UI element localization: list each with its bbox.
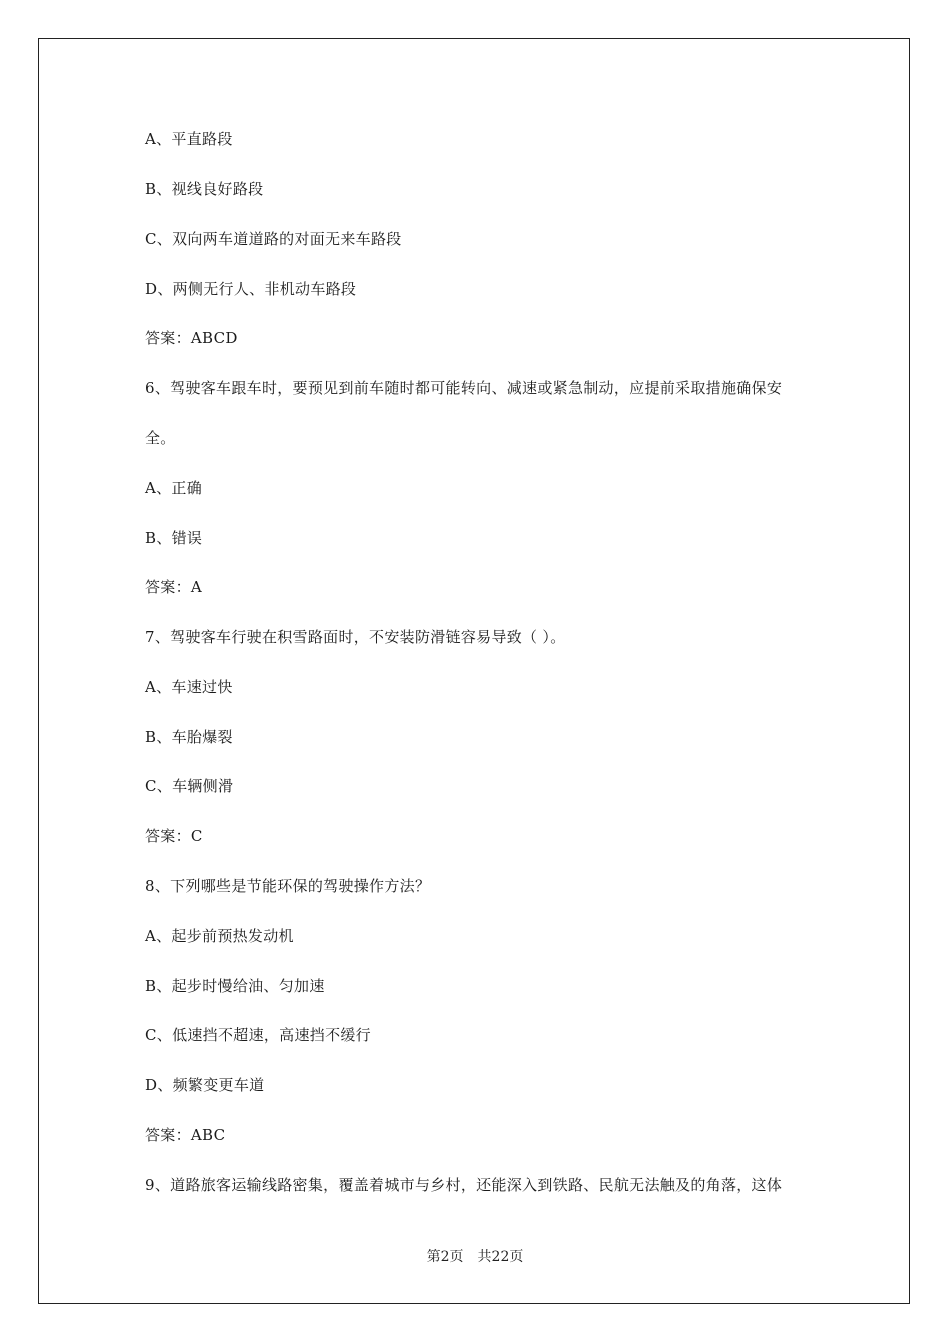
option-line: D、频繁变更车道 xyxy=(145,1076,265,1094)
page-footer xyxy=(0,1248,950,1266)
question-line: 9、道路旅客运输线路密集，覆盖着城市与乡村，还能深入到铁路、民航无法触及的角落，这体 xyxy=(145,1176,783,1194)
option-line: B、错误 xyxy=(145,529,203,547)
option-line: D、两侧无行人、非机动车路段 xyxy=(145,280,357,298)
option-line: A、平直路段 xyxy=(145,130,233,148)
answer-line: 答案：ABCD xyxy=(145,329,238,347)
question-line: 8、下列哪些是节能环保的驾驶操作方法？ xyxy=(145,877,431,895)
answer-line: 答案：C xyxy=(145,827,203,845)
option-line: B、起步时慢给油、匀加速 xyxy=(145,977,325,995)
option-line: A、车速过快 xyxy=(145,678,233,696)
option-line: A、起步前预热发动机 xyxy=(145,927,294,945)
option-line: C、车辆侧滑 xyxy=(145,777,234,795)
answer-line: 答案：A xyxy=(145,578,203,596)
option-line: B、车胎爆裂 xyxy=(145,728,233,746)
option-line: C、双向两车道道路的对面无来车路段 xyxy=(145,230,402,248)
option-line: A、正确 xyxy=(145,479,203,497)
page-number: 第2页 xyxy=(426,1249,464,1265)
option-line: B、视线良好路段 xyxy=(145,180,264,198)
page-total: 共22页 xyxy=(477,1249,524,1265)
question-line: 6、驾驶客车跟车时，要预见到前车随时都可能转向、减速或紧急制动，应提前采取措施确保安 xyxy=(145,379,783,397)
option-line: C、低速挡不超速，高速挡不缓行 xyxy=(145,1026,371,1044)
page-border xyxy=(38,38,910,1304)
question-line: 全。 xyxy=(145,429,176,447)
question-line: 7、驾驶客车行驶在积雪路面时，不安装防滑链容易导致（ ）。 xyxy=(145,628,566,646)
answer-line: 答案：ABC xyxy=(145,1126,226,1144)
